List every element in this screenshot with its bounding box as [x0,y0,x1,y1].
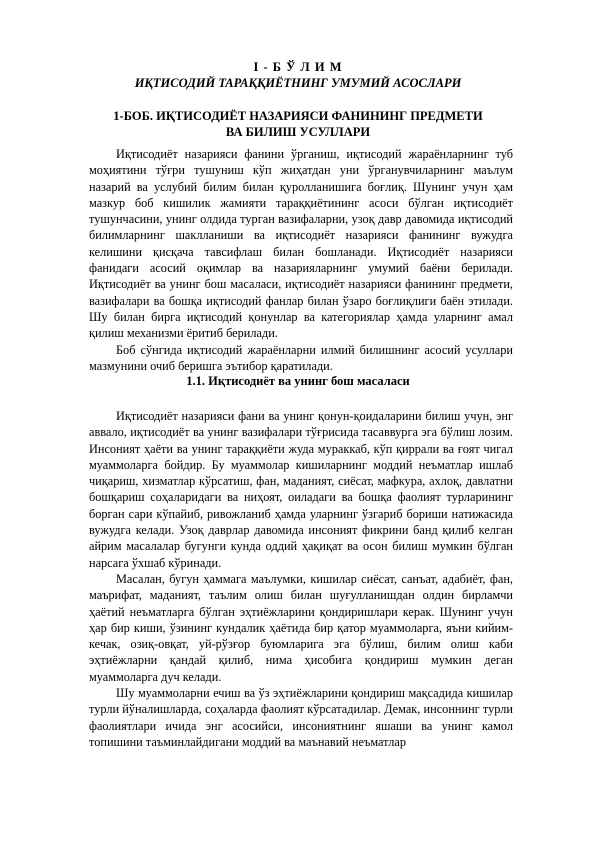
section-title: 1.1. Иқтисодиёт ва унинг бош масаласи [186,374,410,388]
intro-text [89,146,513,374]
part-title: ИҚТИСОДИЙ ТАРАҚҚИЁТНИНГ УМУМИЙ АСОСЛАРИ [134,76,462,90]
part-number: I - Б Ў Л И М [253,60,343,74]
paragraph: Боб сўнгида иқтисодий жараёнларни илмий билишнинг асосий усуллари мазмунини очиб беришга эътибор қаратилади. [89,342,513,373]
paragraph: Иқтисодиёт назарияси фанини ўрганиш, иқтисодий жараёнларнинг туб моҳиятини тўғри тушуниш кўп жиҳатдан уни ўрганувчиларнинг маълум назарий ва услубий билим билан қуролланишига боғлиқ. Шунинг учун ҳам мазкур боб кишилик жамияти тараққиётининг асоси бўлган иқтисодиёт тушунчасини, унинг олдида турган вазифаларни, узоқ давр давомида иқтисодий билимларнинг шаклланиши ва иқтисодиёт назарияси фанининг вужудга келишини қисқача тавсифлаш билан бошланади. Иқтисодиёт назарияси фанидаги асосий оқимлар ва назарияларнинг умумий баёни берилади. Иқтисодиёт ва унинг бош масаласи, иқтисодиёт назарияси фанининг предмети, вазифалари ва бошқа иқтисодий фанлар билан ўзаро боғлиқлиги баён этилади. Шу билан бирга иқтисодий қонунлар ва категориялар ҳамда уларнинг амал қилиш механизми ёритиб берилади. [89,147,513,341]
chapter-title [0,108,596,140]
paragraph: Шу муаммоларни ечиш ва ўз эҳтиёжларини қондириш мақсадида кишилар турли йўналишларда, соҳаларда фаолият кўрсатадилар. Демак, инсоннинг турли фаолиятлари ичида энг асосийси, инсониятнинг яшаши ва унинг камол топишини таъминлайдигани моддий ва маънавий неъматлар [89,686,513,749]
chapter-title-line-1: 1-БОБ. ИҚТИСОДИЁТ НАЗАРИЯСИ ФАНИНИНГ ПРЕДМЕТИ [113,109,483,123]
paragraph: Масалан, бугун ҳаммага маълумки, кишилар сиёсат, санъат, адабиёт, фан, маърифат, маданият, таълим олиш билан шуғулланишдан олдин бирламчи ҳаётий неъматларга бўлган эҳтиёжларини қондиришлари керак. Шунинг учун ҳар бир киши, ўзининг кундалик ҳаётида бир қатор муаммоларга, яъни кийим-кечак, озиқ-овқат, уй-рўзғор буюмларига эга бўлиш, билим олиш каби эҳтиёжларни қандай қилиб, нима ҳисобига қондириш мумкин деган муаммоларга дуч келади. [89,571,513,684]
paragraph: Иқтисодиёт назарияси фани ва унинг қонун-қоидаларини билиш учун, энг аввало, иқтисодиёт ва унинг вазифалари тўғрисида тасаввурга эга бўлиш лозим. Инсоният ҳаёти ва унинг тараққиёти жуда мураккаб, кўп қиррали ва ғоят чигал муаммоларга бойдир. Бу муаммолар кишиларнинг моддий неъматлар ишлаб чиқариш, хизматлар кўрсатиш, фан, маданият, сиёсат, мафкура, ахлоқ, давлатни бошқариш соҳаларидаги ва ниҳоят, оиладаги ва бошқа фаолият турларининг борган сари кўпайиб, ривожланиб ҳамда уларнинг ўзгариб бориши натижасида вужудга келади. Узоқ даврлар давомида инсоният фикрини банд қилиб келган айрим масалалар бугунги кунда оддий ҳақиқат ва осон билиш мумкин бўлган нарсага ўхшаб кўринади. [89,409,513,570]
section-text [89,408,513,750]
chapter-title-line-2: ВА БИЛИШ УСУЛЛАРИ [225,125,371,139]
